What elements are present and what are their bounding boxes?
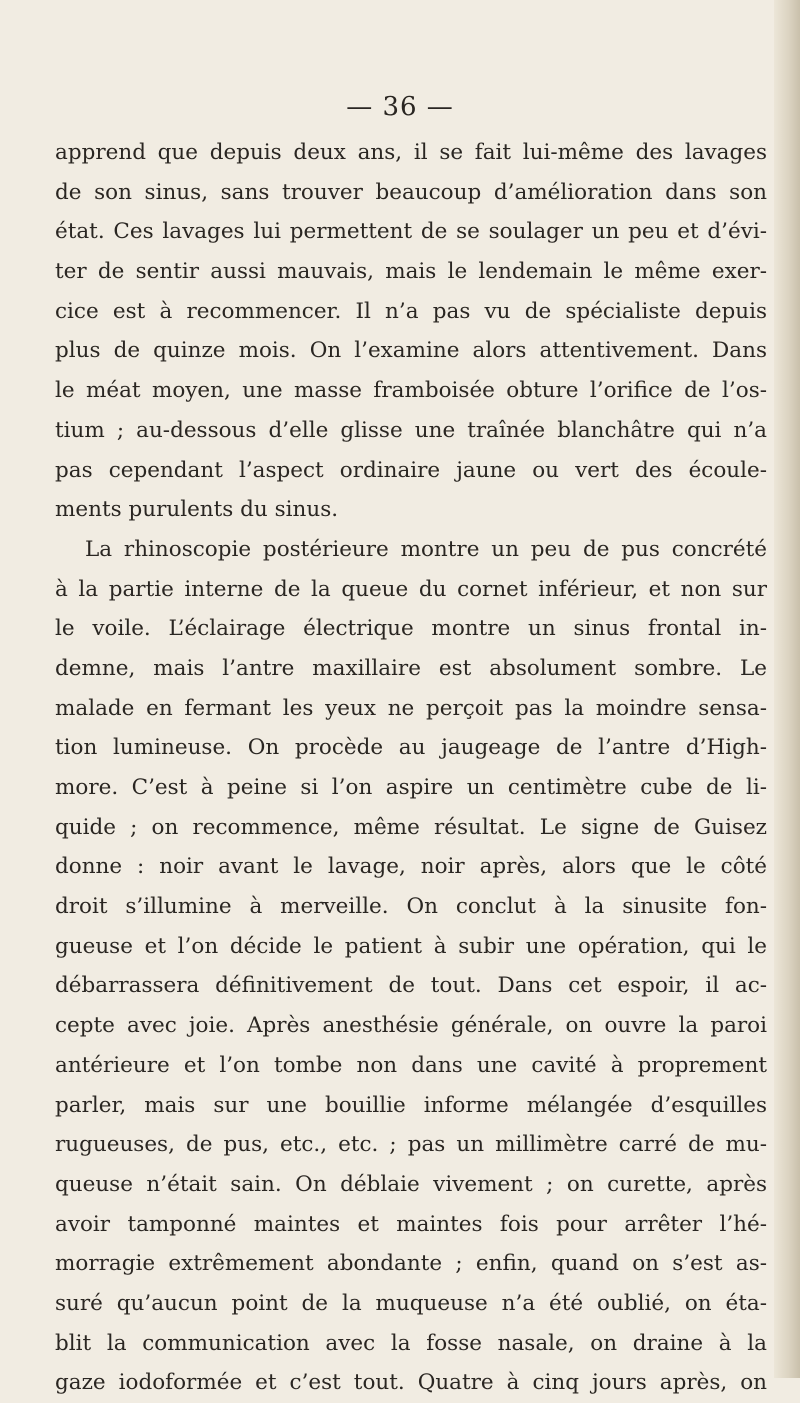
text-line: gaze iodoformée et c’est tout. Quatre à cinq jours après, on	[55, 1370, 767, 1396]
text-line: cepte avec joie. Après anesthésie générale, on ouvre la paroi	[55, 1013, 767, 1039]
text-line: avoir tamponné maintes et maintes fois pour arrêter l’hé-	[55, 1211, 767, 1237]
page-edge-shadow	[774, 0, 800, 1378]
page-number: — 36 —	[346, 92, 454, 122]
text-line: de son sinus, sans trouver beaucoup d’amélioration dans son	[55, 179, 767, 205]
text-line: plus de quinze mois. On l’examine alors attentivement. Dans	[55, 338, 767, 364]
text-line: demne, mais l’antre maxillaire est absolument sombre. Le	[55, 655, 767, 681]
text-line: antérieure et l’on tombe non dans une cavité à proprement	[55, 1052, 767, 1078]
text-line: ter de sentir aussi mauvais, mais le lendemain le même exer-	[55, 259, 767, 285]
text-line: parler, mais sur une bouillie informe mélangée d’esquilles	[55, 1092, 767, 1118]
text-line: débarrassera définitivement de tout. Dans cet espoir, il ac-	[55, 973, 767, 999]
text-line: donne : noir avant le lavage, noir après, alors que le côté	[55, 854, 767, 880]
text-line: état. Ces lavages lui permettent de se soulager un peu et d’évi-	[55, 219, 767, 245]
text-line: à la partie interne de la queue du cornet inférieur, et non sur	[55, 576, 767, 602]
body-text	[55, 133, 767, 1403]
text-line: cice est à recommencer. Il n’a pas vu de spécialiste depuis	[55, 298, 767, 324]
text-line: more. C’est à peine si l’on aspire un centimètre cube de li-	[55, 775, 767, 800]
text-line: quide ; on recommence, même résultat. Le signe de Guisez	[55, 814, 767, 840]
text-line: pas cependant l’aspect ordinaire jaune ou vert des écoule-	[55, 457, 767, 483]
text-line: queuse n’était sain. On déblaie vivement ; on curette, après	[55, 1171, 767, 1197]
text-line: le voile. L’éclairage électrique montre un sinus frontal in-	[55, 616, 767, 642]
text-line: gueuse et l’on décide le patient à subir une opération, qui le	[55, 933, 767, 959]
text-line: La rhinoscopie postérieure montre un peu de pus concrété	[85, 536, 767, 562]
text-line: malade en fermant les yeux ne perçoit pas la moindre sensa-	[55, 695, 767, 721]
text-line: suré qu’aucun point de la muqueuse n’a été oublié, on éta-	[55, 1290, 767, 1316]
text-line: le méat moyen, une masse framboisée obture l’orifice de l’os-	[55, 378, 767, 404]
text-line: tium ; au-dessous d’elle glisse une traînée blanchâtre qui n’a	[55, 417, 767, 443]
text-line: blit la communication avec la fosse nasale, on draine à la	[55, 1330, 767, 1356]
text-line: rugueuses, de pus, etc., etc. ; pas un millimètre carré de mu-	[55, 1132, 767, 1158]
text-line: droit s’illumine à merveille. On conclut à la sinusite fon-	[55, 894, 767, 920]
text-line: morragie extrêmement abondante ; enfin, quand on s’est as-	[55, 1251, 767, 1277]
text-line: ments purulents du sinus.	[55, 497, 339, 523]
text-line: apprend que depuis deux ans, il se fait lui-même des lavages	[55, 140, 767, 165]
text-line: tion lumineuse. On procède au jaugeage de l’antre d’High-	[55, 735, 767, 761]
